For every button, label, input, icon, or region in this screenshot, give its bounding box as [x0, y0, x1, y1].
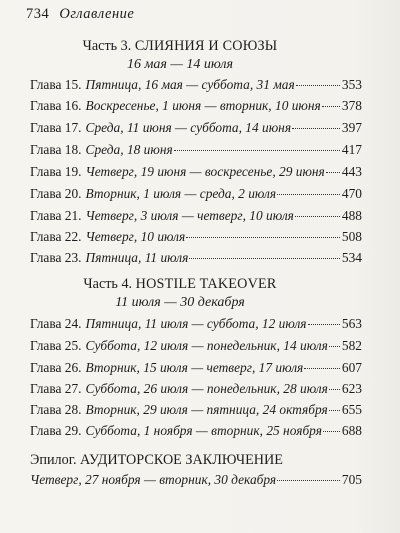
chapter-dates: Четверг, 3 июля — четверг, 10 июля	[85, 208, 294, 223]
page-ref: 397	[341, 120, 362, 135]
chapter-number: Глава 15.	[30, 77, 82, 92]
toc-entry-chapter-26	[30, 360, 362, 380]
chapter-dates: Пятница, 16 мая — суббота, 31 мая	[85, 77, 295, 92]
page-ref: 378	[341, 98, 362, 113]
dot-leader	[323, 431, 340, 432]
chapter-number: Глава 29.	[30, 423, 82, 438]
dot-leader	[292, 128, 340, 129]
part-title: СЛИЯНИЯ И СОЮЗЫ	[134, 38, 278, 54]
chapter-number: Глава 20.	[30, 186, 82, 201]
page-ref: 688	[341, 423, 362, 438]
toc-entry-chapter-18	[30, 142, 362, 162]
page-ref: 582	[341, 338, 362, 353]
chapter-number: Глава 21.	[30, 208, 82, 223]
toc-entry-chapter-23	[30, 250, 362, 270]
epilogue-dates: Четверг, 27 ноября — вторник, 30 декабря	[30, 472, 277, 487]
dot-leader	[322, 106, 340, 107]
page-ref: 508	[341, 229, 362, 244]
chapter-number: Глава 17.	[30, 120, 82, 135]
dot-leader	[174, 150, 340, 151]
chapter-number: Глава 28.	[30, 402, 82, 417]
dot-leader	[329, 410, 340, 411]
dot-leader	[186, 237, 340, 238]
part-3-heading	[0, 38, 360, 55]
toc-entry-chapter-28	[30, 402, 362, 422]
chapter-dates: Вторник, 1 июля — среда, 2 июля	[85, 186, 277, 201]
part-label: Часть 3.	[82, 38, 132, 54]
epilogue-title: АУДИТОРСКОЕ ЗАКЛЮЧЕНИЕ	[80, 452, 283, 468]
page-ref: 417	[341, 142, 362, 157]
dot-leader	[326, 172, 340, 173]
chapter-dates: Вторник, 29 июля — пятница, 24 октября	[85, 402, 328, 417]
part-4-dates: 11 июля — 30 декабря	[115, 295, 245, 310]
chapter-number: Глава 22.	[30, 229, 82, 244]
page-ref: 353	[341, 77, 362, 92]
toc-entry-chapter-25	[30, 338, 362, 358]
toc-entry-chapter-17	[30, 120, 362, 140]
toc-entry-epilogue	[30, 472, 362, 492]
page-number: 734	[26, 6, 50, 22]
page-ref: 488	[341, 208, 362, 223]
toc-entry-chapter-16	[30, 98, 362, 118]
dot-leader	[189, 258, 340, 259]
chapter-number: Глава 19.	[30, 164, 82, 179]
part-4-heading	[0, 276, 360, 293]
chapter-dates: Четверг, 19 июня — воскресенье, 29 июня	[85, 164, 325, 179]
chapter-dates: Суббота, 12 июля — понедельник, 14 июля	[85, 338, 328, 353]
part-3-dates: 16 мая — 14 июля	[126, 57, 234, 72]
chapter-number: Глава 18.	[30, 142, 82, 157]
toc-entry-chapter-29	[30, 423, 362, 443]
toc-entry-chapter-19	[30, 164, 362, 184]
chapter-dates: Вторник, 15 июля — четверг, 17 июля	[85, 360, 304, 375]
page-ref: 534	[341, 250, 362, 265]
page-ref: 607	[341, 360, 362, 375]
chapter-dates: Суббота, 26 июля — понедельник, 28 июля	[85, 381, 328, 396]
dot-leader	[329, 346, 340, 347]
chapter-number: Глава 26.	[30, 360, 82, 375]
dot-leader	[329, 389, 340, 390]
part-title: HOSTILE TAKEOVER	[135, 276, 277, 292]
toc-entry-chapter-20	[30, 186, 362, 206]
chapter-number: Глава 23.	[30, 250, 82, 265]
dot-leader	[277, 194, 340, 195]
chapter-number: Глава 25.	[30, 338, 82, 353]
toc-entry-chapter-24	[30, 316, 362, 336]
part-label: Часть 4.	[83, 276, 133, 292]
page-ref: 443	[341, 164, 362, 179]
bleed-through-edge	[370, 0, 400, 533]
toc-entry-chapter-15	[30, 77, 362, 97]
toc-entry-chapter-22	[30, 229, 362, 249]
toc-entry-chapter-27	[30, 381, 362, 401]
dot-leader	[296, 85, 340, 86]
chapter-number: Глава 16.	[30, 98, 82, 113]
chapter-dates: Суббота, 1 ноября — вторник, 25 ноября	[85, 423, 322, 438]
chapter-dates: Среда, 11 июня — суббота, 14 июня	[85, 120, 292, 135]
chapter-dates: Пятница, 11 июля	[85, 250, 189, 265]
chapter-dates: Четверг, 10 июля	[85, 229, 186, 244]
epilogue-label: Эпилог.	[30, 452, 77, 468]
chapter-dates: Пятница, 11 июля — суббота, 12 июля	[85, 316, 307, 331]
dot-leader	[308, 324, 340, 325]
dot-leader	[277, 480, 340, 481]
dot-leader	[295, 216, 340, 217]
page-ref: 655	[341, 402, 362, 417]
chapter-dates: Среда, 18 июня	[85, 142, 173, 157]
page-ref: 563	[341, 316, 362, 331]
page-ref: 705	[341, 472, 362, 487]
header-title: Оглавление	[59, 6, 135, 22]
dot-leader	[304, 368, 340, 369]
chapter-number: Глава 27.	[30, 381, 82, 396]
chapter-number: Глава 24.	[30, 316, 82, 331]
page-ref: 470	[341, 186, 362, 201]
toc-entry-chapter-21	[30, 208, 362, 228]
chapter-dates: Воскресенье, 1 июня — вторник, 10 июня	[85, 98, 321, 113]
running-header	[26, 6, 134, 23]
page-ref: 623	[341, 381, 362, 396]
epilogue-heading	[30, 452, 283, 469]
